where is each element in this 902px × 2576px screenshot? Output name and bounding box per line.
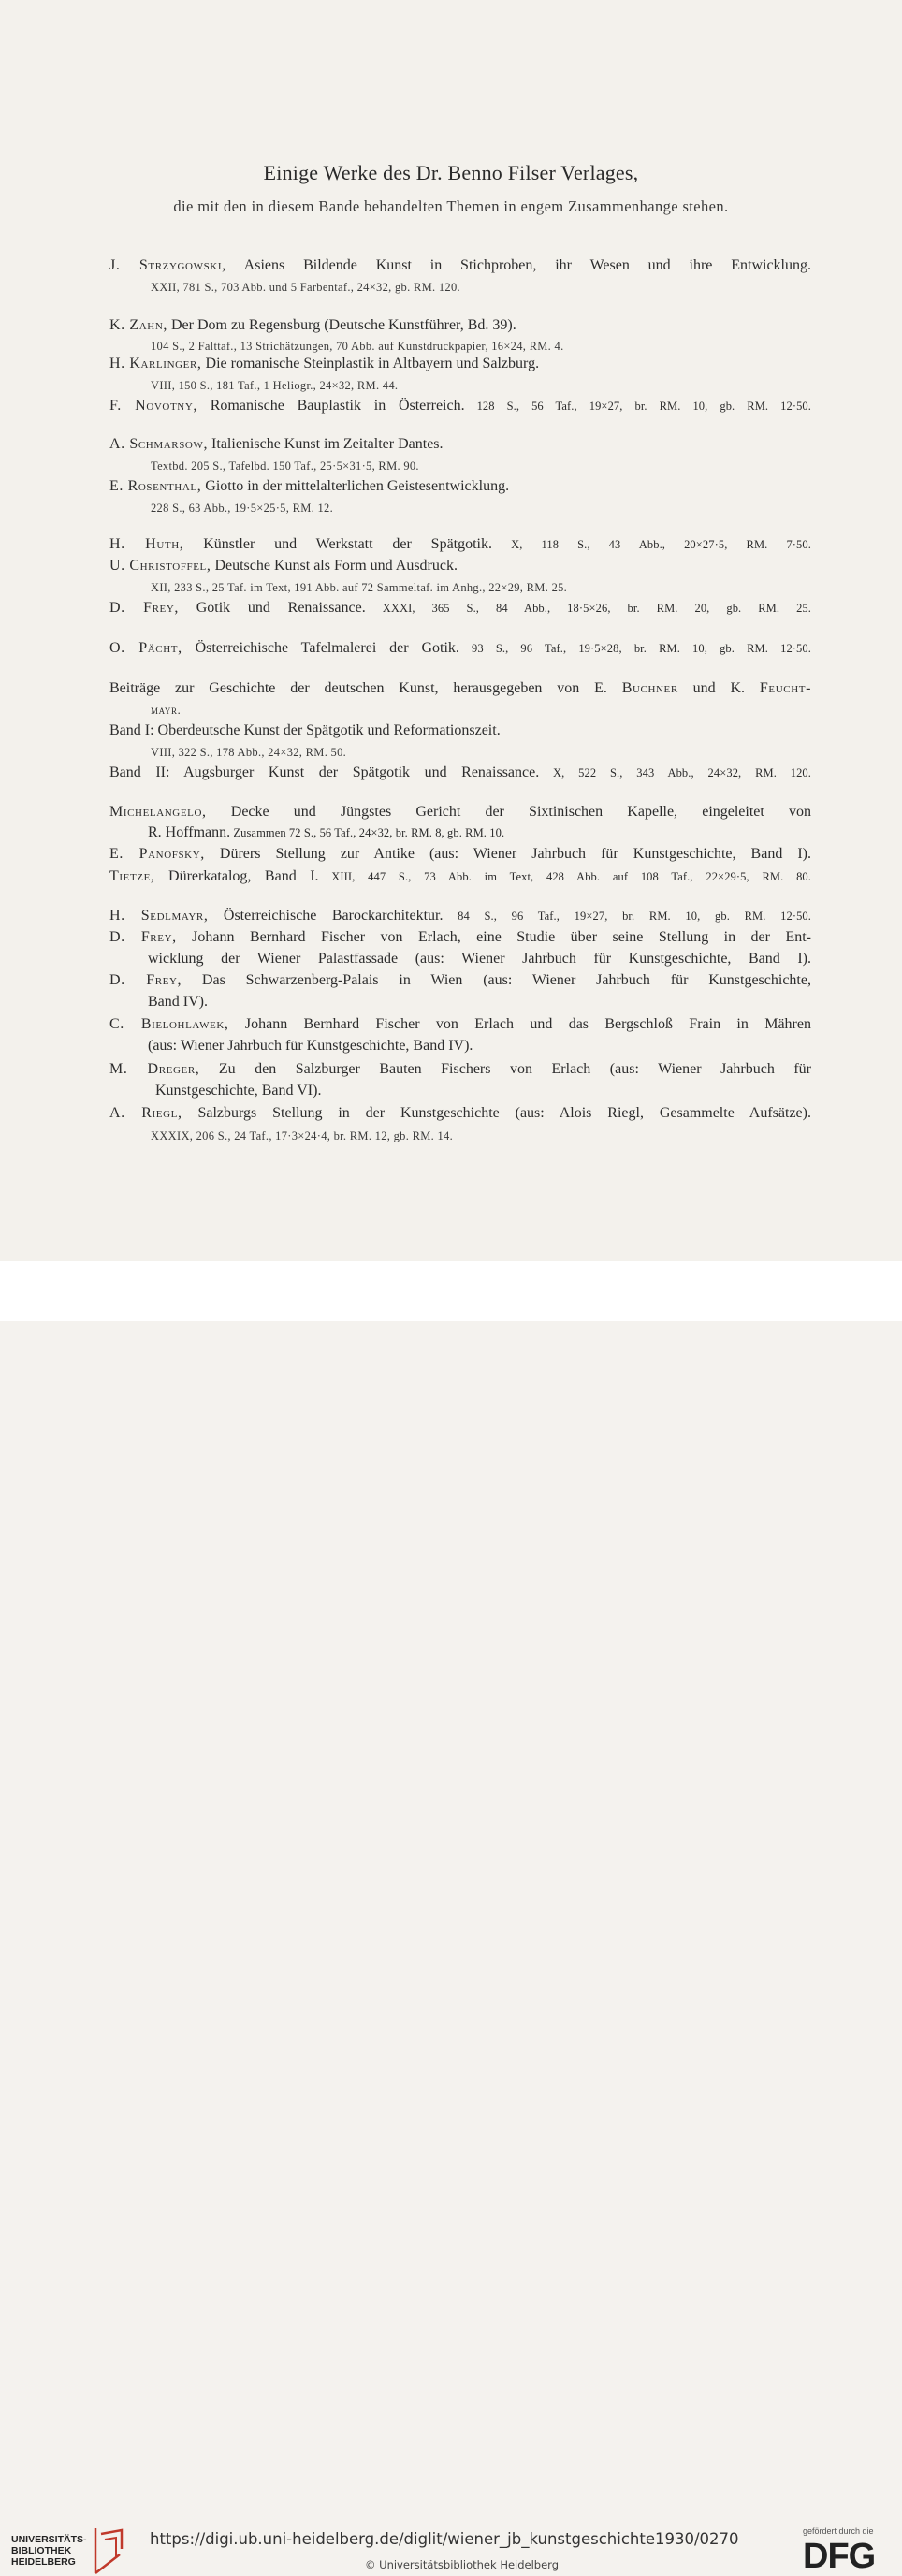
- entry-details: VIII, 150 S., 181 Taf., 1 Heliogr., 24×32, RM. 44.: [151, 379, 399, 392]
- entry-details: XXXIX, 206 S., 24 Taf., 17·3×24·4, br. RM. 12, gb. RM. 14.: [151, 1129, 453, 1142]
- entry-paecht: [109, 639, 811, 658]
- entry-details: 104 S., 2 Falttaf., 13 Strichätzungen, 70 Abb. auf Kunstdruckpapier, 16×24, RM. 4.: [151, 340, 564, 353]
- entry-title: Decke und Jüngstes Gericht der Sixtinischen Kapelle, eingeleitet von: [206, 804, 811, 820]
- entry-details: 84 S., 96 Taf., 19×27, br. RM. 10, gb. RM. 12·50.: [443, 910, 812, 923]
- entry-title: Deutsche Kunst als Form und Ausdruck.: [211, 558, 458, 574]
- series-title: Beiträge zur Geschichte der deutschen Kunst, herausgegeben von E.: [109, 680, 622, 696]
- entry-title: Band II: Augsburger Kunst der Spätgotik und Renaissance.: [109, 764, 540, 780]
- entry-zahn: [109, 316, 811, 335]
- entry-continuation: Band IV).: [148, 994, 208, 1010]
- entry-huth: [109, 535, 811, 554]
- entry-sedlmayr: [109, 907, 811, 925]
- permalink-url[interactable]: https://digi.ub.uni-heidelberg.de/diglit/wiener_jb_kunstgeschichte1930/0270: [150, 2530, 739, 2548]
- entry-band1: Band I: Oberdeutsche Kunst der Spätgotik und Reformationszeit.: [109, 722, 501, 738]
- entry-author: A. Schmarsow,: [109, 436, 209, 452]
- entry-title: Johann Bernhard Fischer von Erlach und das Bergschloß Frain in Mähren: [228, 1016, 811, 1032]
- entry-title: Das Schwarzenberg-Palais in Wien (aus: Wiener Jahrbuch für Kunstgeschichte,: [182, 972, 811, 988]
- entry-author: H. Karlinger,: [109, 356, 202, 371]
- library-name-line: HEIDELBERG: [11, 2556, 76, 2568]
- entry-bielohlawek: [109, 1015, 811, 1034]
- library-logo-icon: [92, 2526, 125, 2575]
- entry-details: 228 S., 63 Abb., 19·5×25·5, RM. 12.: [151, 502, 333, 515]
- entry-continuation: wicklung der Wiener Palastfassade (aus: Wiener Jahrbuch für Kunstgeschichte, Band I).: [148, 951, 811, 967]
- entry-title: Österreichische Tafelmalerei der Gotik.: [182, 640, 459, 656]
- entry-continuation: (aus: Wiener Jahrbuch für Kunstgeschichte, Band IV).: [148, 1038, 473, 1054]
- entry-details: XXII, 781 S., 703 Abb. und 5 Farbentaf., 24×32, gb. RM. 120.: [151, 281, 460, 294]
- copyright-notice: © Universitätsbibliothek Heidelberg: [365, 2558, 560, 2571]
- entry-author: D. Frey,: [109, 972, 182, 988]
- entry-author: A. Riegl,: [109, 1105, 182, 1121]
- entry-riegl: [109, 1104, 811, 1123]
- entry-author: Tietze,: [109, 868, 155, 884]
- funding-label: gefördert durch die: [803, 2526, 874, 2536]
- entry-rosenthal: [109, 477, 811, 496]
- entry-title: Dürerkatalog, Band I.: [154, 868, 319, 884]
- entry-panofsky: [109, 845, 811, 864]
- entry-title: Die romanische Steinplastik in Altbayern und Salzburg.: [201, 356, 540, 371]
- entry-title: Romanische Bauplastik in Österreich.: [196, 398, 465, 414]
- series-conjunction: und K.: [677, 680, 760, 696]
- entry-title: Italienische Kunst im Zeitalter Dantes.: [208, 436, 444, 452]
- entry-title: Der Dom zu Regensburg (Deutsche Kunstführer, Bd. 39).: [167, 317, 516, 333]
- viewer-footer: [0, 1261, 902, 2576]
- editor-name-continued: mayr.: [151, 704, 182, 717]
- entry-author: D. Frey,: [109, 929, 177, 945]
- entry-strzygowski: [109, 256, 811, 275]
- library-name: [11, 2534, 87, 2568]
- dfg-logo: DFG: [803, 2537, 876, 2576]
- entry-details: X, 118 S., 43 Abb., 20×27·5, RM. 7·50.: [492, 538, 811, 551]
- entry-details: Textbd. 205 S., Tafelbd. 150 Taf., 25·5×31·5, RM. 90.: [151, 459, 419, 473]
- document-page: [0, 0, 902, 1261]
- entry-details: X, 522 S., 343 Abb., 24×32, RM. 120.: [539, 766, 812, 779]
- entry-novotny: [109, 397, 811, 415]
- entry-frey-schwarzenberg: [109, 971, 811, 990]
- editor-name: Feucht-: [759, 680, 811, 696]
- entry-author: Michelangelo,: [109, 804, 207, 820]
- entry-title: Zu den Salzburger Bauten Fischers von Erlach (aus: Wiener Jahrbuch für: [199, 1061, 811, 1077]
- entry-title: Künstler und Werkstatt der Spätgotik.: [183, 536, 493, 552]
- entry-details: XXXI, 365 S., 84 Abb., 18·5×26, br. RM. 20, gb. RM. 25.: [365, 602, 811, 615]
- entry-title: Salzburgs Stellung in der Kunstgeschichte (aus: Alois Riegl, Gesammelte Aufsätze).: [182, 1105, 811, 1121]
- entry-details: VIII, 322 S., 178 Abb., 24×32, RM. 50.: [151, 746, 347, 759]
- entry-title: Dürers Stellung zur Antike (aus: Wiener Jahrbuch für Kunstgeschichte, Band I).: [204, 846, 812, 862]
- entry-tietze: [109, 867, 811, 886]
- entry-details: 93 S., 96 Taf., 19·5×28, br. RM. 10, gb. RM. 12·50.: [458, 642, 811, 655]
- entry-continuation: Kunstgeschichte, Band VI).: [155, 1083, 322, 1099]
- entry-editor: R. Hoffmann.: [148, 824, 231, 840]
- entry-details: 128 S., 56 Taf., 19×27, br. RM. 10, gb. RM. 12·50.: [464, 400, 812, 413]
- entry-author: C. Bielohlawek,: [109, 1016, 229, 1032]
- entry-author: D. Frey,: [109, 600, 179, 616]
- entry-author: H. Huth,: [109, 536, 184, 552]
- page-subtitle: die mit den in diesem Bande behandelten Themen in engem Zusammenhange stehen.: [173, 197, 729, 215]
- entry-continuation: [148, 823, 504, 842]
- entry-author: J. Strzygowski,: [109, 257, 226, 273]
- entry-author: U. Christoffel,: [109, 558, 211, 574]
- entry-author: E. Rosenthal,: [109, 478, 202, 494]
- entry-details: Zusammen 72 S., 56 Taf., 24×32, br. RM. 8, gb. RM. 10.: [230, 826, 505, 839]
- entry-author: M. Dreger,: [109, 1061, 200, 1077]
- entry-title: Asiens Bildende Kunst in Stichproben, ihr Wesen und ihre Entwicklung.: [226, 257, 812, 273]
- entry-details: XIII, 447 S., 73 Abb. im Text, 428 Abb. auf 108 Taf., 22×29·5, RM. 80.: [318, 870, 811, 883]
- entry-schmarsow: [109, 435, 811, 454]
- entry-band2: [109, 764, 811, 782]
- entry-author: E. Panofsky,: [109, 846, 205, 862]
- entry-michelangelo: [109, 803, 811, 822]
- entry-author: F. Novotny,: [109, 398, 197, 414]
- entry-author: O. Pächt,: [109, 640, 182, 656]
- entry-dreger: [109, 1060, 811, 1079]
- entry-author: H. Sedlmayr,: [109, 908, 209, 924]
- library-name-line: BIBLIOTHEK: [11, 2545, 72, 2556]
- entry-karlinger: [109, 355, 811, 373]
- page-title: Einige Werke des Dr. Benno Filser Verlages,: [263, 161, 639, 184]
- library-name-line: UNIVERSITÄTS-: [11, 2534, 87, 2545]
- editor-name: Buchner: [621, 680, 678, 696]
- entry-title: Gotik und Renaissance.: [179, 600, 366, 616]
- entry-frey-fischer: [109, 928, 811, 947]
- entry-details: XII, 233 S., 25 Taf. im Text, 191 Abb. auf 72 Sammeltaf. im Anhg., 22×29, RM. 25.: [151, 581, 568, 594]
- entry-author: K. Zahn,: [109, 317, 167, 333]
- entry-beitraege: [109, 679, 811, 698]
- entry-christoffel: [109, 557, 811, 575]
- entry-frey-gotik: [109, 599, 811, 618]
- entry-title: Österreichische Barockarchitektur.: [208, 908, 444, 924]
- entry-title: Johann Bernhard Fischer von Erlach, eine Studie über seine Stellung in der Ent-: [176, 929, 811, 945]
- entry-title: Giotto in der mittelalterlichen Geistesentwicklung.: [201, 478, 510, 494]
